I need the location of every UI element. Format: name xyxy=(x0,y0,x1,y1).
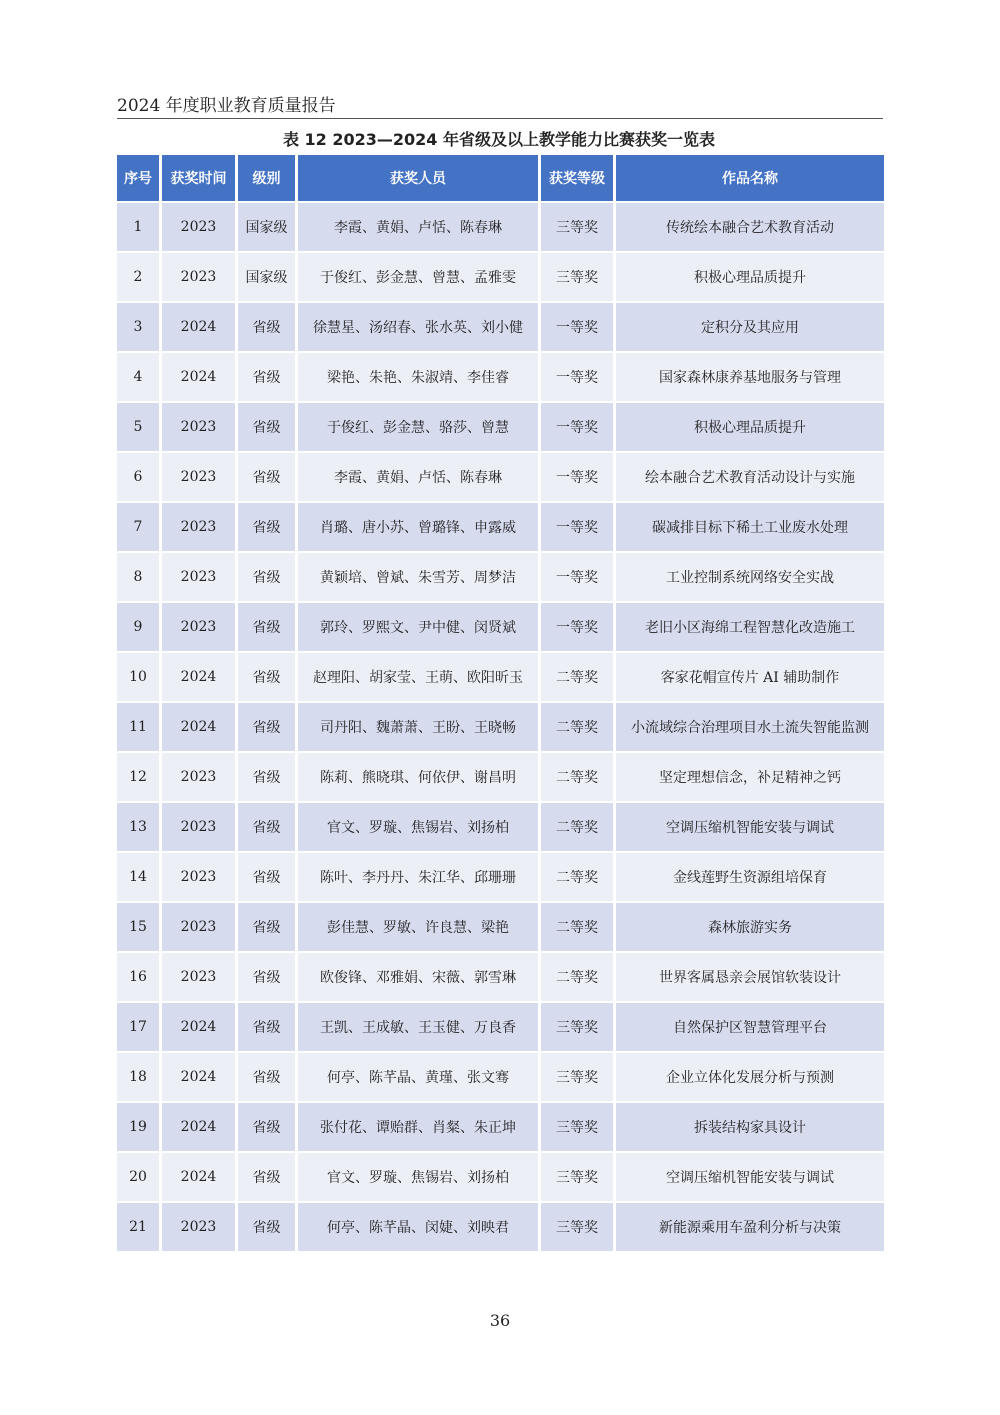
table-row xyxy=(117,1003,884,1051)
cell-work: 新能源乘用车盈利分析与决策 xyxy=(616,1203,884,1251)
cell-work: 森林旅游实务 xyxy=(616,903,884,951)
table-row xyxy=(117,803,884,851)
cell-level: 省级 xyxy=(238,503,295,551)
cell-level: 省级 xyxy=(238,803,295,851)
cell-work: 空调压缩机智能安装与调试 xyxy=(616,803,884,851)
cell-index: 4 xyxy=(117,353,159,401)
table-row xyxy=(117,603,884,651)
table-row xyxy=(117,1103,884,1151)
table-row xyxy=(117,553,884,601)
column-header-winners: 获奖人员 xyxy=(298,155,538,201)
cell-work: 积极心理品质提升 xyxy=(616,253,884,301)
cell-year: 2023 xyxy=(162,953,235,1001)
table-row xyxy=(117,1053,884,1101)
cell-work: 传统绘本融合艺术教育活动 xyxy=(616,203,884,251)
cell-award: 二等奖 xyxy=(541,703,613,751)
cell-level: 省级 xyxy=(238,853,295,901)
cell-year: 2023 xyxy=(162,503,235,551)
cell-winners: 肖璐、唐小苏、曾璐锋、申露威 xyxy=(298,503,538,551)
table-row xyxy=(117,203,884,251)
cell-index: 5 xyxy=(117,403,159,451)
cell-level: 省级 xyxy=(238,403,295,451)
cell-winners: 郭玲、罗熙文、尹中健、闵贤斌 xyxy=(298,603,538,651)
column-header-level: 级别 xyxy=(238,155,295,201)
cell-winners: 何亭、陈芊晶、闵婕、刘映君 xyxy=(298,1203,538,1251)
cell-level: 省级 xyxy=(238,353,295,401)
page-number: 36 xyxy=(489,1311,511,1330)
cell-winners: 于俊红、彭金慧、骆莎、曾慧 xyxy=(298,403,538,451)
cell-index: 13 xyxy=(117,803,159,851)
cell-work: 金线莲野生资源组培保育 xyxy=(616,853,884,901)
cell-work: 小流域综合治理项目水土流失智能监测 xyxy=(616,703,884,751)
cell-award: 三等奖 xyxy=(541,253,613,301)
cell-index: 9 xyxy=(117,603,159,651)
cell-award: 一等奖 xyxy=(541,503,613,551)
cell-year: 2024 xyxy=(162,1053,235,1101)
cell-level: 省级 xyxy=(238,303,295,351)
cell-year: 2024 xyxy=(162,1103,235,1151)
cell-level: 省级 xyxy=(238,753,295,801)
cell-work: 客家花帽宣传片 AI 辅助制作 xyxy=(616,653,884,701)
cell-work: 拆装结构家具设计 xyxy=(616,1103,884,1151)
table-row xyxy=(117,403,884,451)
cell-year: 2024 xyxy=(162,653,235,701)
cell-index: 11 xyxy=(117,703,159,751)
column-header-award: 获奖等级 xyxy=(541,155,613,201)
cell-winners: 欧俊锋、邓雅娟、宋薇、郭雪琳 xyxy=(298,953,538,1001)
cell-level: 省级 xyxy=(238,903,295,951)
table-header-row xyxy=(117,155,884,201)
cell-year: 2023 xyxy=(162,203,235,251)
cell-index: 17 xyxy=(117,1003,159,1051)
cell-winners: 徐慧星、汤绍春、张水英、刘小健 xyxy=(298,303,538,351)
cell-level: 省级 xyxy=(238,1053,295,1101)
cell-work: 世界客属恳亲会展馆软装设计 xyxy=(616,953,884,1001)
cell-award: 二等奖 xyxy=(541,803,613,851)
cell-winners: 司丹阳、魏萧萧、王盼、王晓畅 xyxy=(298,703,538,751)
cell-index: 19 xyxy=(117,1103,159,1151)
cell-work: 企业立体化发展分析与预测 xyxy=(616,1053,884,1101)
column-header-index: 序号 xyxy=(117,155,159,201)
cell-level: 省级 xyxy=(238,703,295,751)
table-row xyxy=(117,753,884,801)
cell-work: 国家森林康养基地服务与管理 xyxy=(616,353,884,401)
cell-award: 三等奖 xyxy=(541,1003,613,1051)
cell-level: 国家级 xyxy=(238,203,295,251)
cell-work: 碳减排目标下稀土工业废水处理 xyxy=(616,503,884,551)
cell-level: 省级 xyxy=(238,653,295,701)
cell-index: 1 xyxy=(117,203,159,251)
table-caption: 表 12 2023—2024 年省级及以上教学能力比赛获奖一览表 xyxy=(282,130,716,149)
cell-level: 省级 xyxy=(238,953,295,1001)
cell-winners: 黄颖培、曾斌、朱雪芳、周梦洁 xyxy=(298,553,538,601)
cell-winners: 官文、罗璇、焦锡岩、刘扬柏 xyxy=(298,803,538,851)
cell-index: 2 xyxy=(117,253,159,301)
cell-award: 二等奖 xyxy=(541,753,613,801)
cell-year: 2024 xyxy=(162,1153,235,1201)
table-row xyxy=(117,903,884,951)
cell-winners: 官文、罗璇、焦锡岩、刘扬柏 xyxy=(298,1153,538,1201)
cell-year: 2023 xyxy=(162,553,235,601)
cell-award: 一等奖 xyxy=(541,553,613,601)
cell-year: 2023 xyxy=(162,453,235,501)
cell-level: 省级 xyxy=(238,1203,295,1251)
table-row xyxy=(117,853,884,901)
cell-level: 省级 xyxy=(238,453,295,501)
cell-year: 2023 xyxy=(162,803,235,851)
cell-winners: 陈莉、熊晓琪、何依伊、谢昌明 xyxy=(298,753,538,801)
table-row xyxy=(117,953,884,1001)
cell-index: 21 xyxy=(117,1203,159,1251)
cell-year: 2023 xyxy=(162,253,235,301)
cell-award: 一等奖 xyxy=(541,453,613,501)
cell-winners: 陈叶、李丹丹、朱江华、邱珊珊 xyxy=(298,853,538,901)
table-row xyxy=(117,653,884,701)
cell-award: 三等奖 xyxy=(541,203,613,251)
cell-index: 15 xyxy=(117,903,159,951)
cell-level: 省级 xyxy=(238,1153,295,1201)
cell-work: 坚定理想信念，补足精神之钙 xyxy=(616,753,884,801)
cell-award: 一等奖 xyxy=(541,353,613,401)
cell-index: 16 xyxy=(117,953,159,1001)
cell-index: 10 xyxy=(117,653,159,701)
cell-level: 省级 xyxy=(238,1103,295,1151)
cell-index: 7 xyxy=(117,503,159,551)
cell-winners: 张付花、谭贻群、肖粲、朱正坤 xyxy=(298,1103,538,1151)
cell-index: 6 xyxy=(117,453,159,501)
cell-work: 空调压缩机智能安装与调试 xyxy=(616,1153,884,1201)
column-header-work: 作品名称 xyxy=(616,155,884,201)
awards-table xyxy=(114,153,887,1253)
cell-work: 工业控制系统网络安全实战 xyxy=(616,553,884,601)
cell-level: 国家级 xyxy=(238,253,295,301)
cell-year: 2024 xyxy=(162,1003,235,1051)
cell-year: 2024 xyxy=(162,303,235,351)
cell-award: 二等奖 xyxy=(541,903,613,951)
cell-level: 省级 xyxy=(238,603,295,651)
table-row xyxy=(117,253,884,301)
cell-award: 三等奖 xyxy=(541,1053,613,1101)
cell-year: 2023 xyxy=(162,903,235,951)
cell-award: 二等奖 xyxy=(541,653,613,701)
report-header: 2024 年度职业教育质量报告 xyxy=(117,94,883,119)
table-row xyxy=(117,353,884,401)
cell-level: 省级 xyxy=(238,553,295,601)
cell-award: 二等奖 xyxy=(541,853,613,901)
cell-index: 8 xyxy=(117,553,159,601)
table-row xyxy=(117,703,884,751)
cell-year: 2024 xyxy=(162,353,235,401)
cell-award: 二等奖 xyxy=(541,953,613,1001)
cell-index: 18 xyxy=(117,1053,159,1101)
cell-winners: 梁艳、朱艳、朱淑靖、李佳睿 xyxy=(298,353,538,401)
cell-year: 2024 xyxy=(162,703,235,751)
cell-index: 14 xyxy=(117,853,159,901)
cell-index: 12 xyxy=(117,753,159,801)
table-row xyxy=(117,1153,884,1201)
cell-year: 2023 xyxy=(162,853,235,901)
cell-index: 3 xyxy=(117,303,159,351)
cell-work: 自然保护区智慧管理平台 xyxy=(616,1003,884,1051)
cell-award: 一等奖 xyxy=(541,603,613,651)
cell-year: 2023 xyxy=(162,403,235,451)
cell-winners: 于俊红、彭金慧、曾慧、孟雅雯 xyxy=(298,253,538,301)
table-body xyxy=(117,203,884,1251)
cell-year: 2023 xyxy=(162,753,235,801)
cell-winners: 王凯、王成敏、王玉健、万良香 xyxy=(298,1003,538,1051)
cell-work: 定积分及其应用 xyxy=(616,303,884,351)
table-row xyxy=(117,1203,884,1251)
cell-winners: 李霞、黄娟、卢恬、陈春琳 xyxy=(298,203,538,251)
table-row xyxy=(117,453,884,501)
cell-year: 2023 xyxy=(162,1203,235,1251)
cell-award: 三等奖 xyxy=(541,1153,613,1201)
table-row xyxy=(117,503,884,551)
cell-winners: 彭佳慧、罗敏、许良慧、梁艳 xyxy=(298,903,538,951)
cell-award: 三等奖 xyxy=(541,1103,613,1151)
cell-award: 一等奖 xyxy=(541,303,613,351)
column-header-year: 获奖时间 xyxy=(162,155,235,201)
cell-year: 2023 xyxy=(162,603,235,651)
cell-work: 积极心理品质提升 xyxy=(616,403,884,451)
cell-work: 绘本融合艺术教育活动设计与实施 xyxy=(616,453,884,501)
cell-award: 一等奖 xyxy=(541,403,613,451)
cell-winners: 李霞、黄娟、卢恬、陈春琳 xyxy=(298,453,538,501)
cell-winners: 赵理阳、胡家莹、王萌、欧阳昕玉 xyxy=(298,653,538,701)
cell-level: 省级 xyxy=(238,1003,295,1051)
table-row xyxy=(117,303,884,351)
cell-winners: 何亭、陈芊晶、黄瑾、张文骞 xyxy=(298,1053,538,1101)
cell-index: 20 xyxy=(117,1153,159,1201)
cell-work: 老旧小区海绵工程智慧化改造施工 xyxy=(616,603,884,651)
cell-award: 三等奖 xyxy=(541,1203,613,1251)
